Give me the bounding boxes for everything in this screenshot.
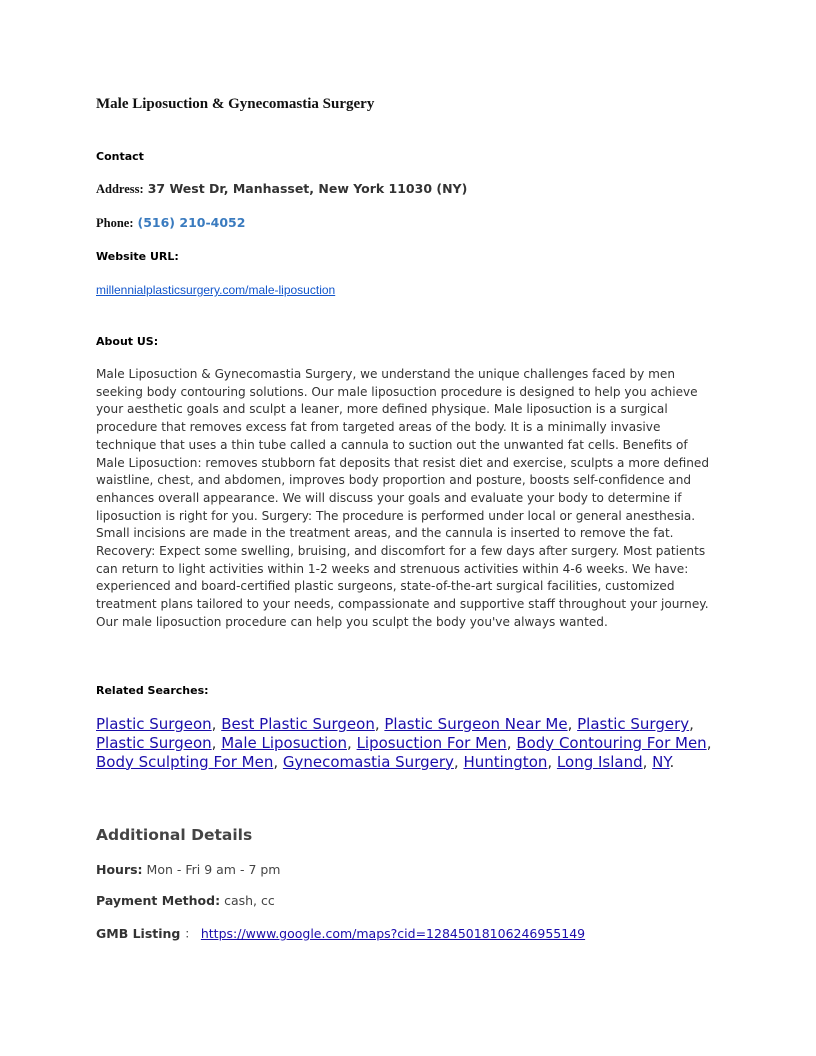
related-link[interactable]: Plastic Surgeon: [96, 733, 212, 752]
additional-details-heading: Additional Details: [96, 826, 253, 844]
page-title: Male Liposuction & Gynecomastia Surgery: [96, 96, 375, 112]
address-row: [96, 180, 467, 198]
payment-label: Payment Method:: [96, 893, 221, 908]
address-label: Address:: [96, 182, 144, 196]
gmb-label: GMB Listing: [96, 926, 181, 941]
related-link[interactable]: Huntington: [463, 752, 548, 771]
website-label: Website URL:: [96, 250, 179, 263]
related-link[interactable]: Gynecomastia Surgery: [282, 752, 454, 771]
hours-value: Mon - Fri 9 am - 7 pm: [146, 862, 281, 877]
contact-heading: Contact: [96, 150, 144, 163]
related-link[interactable]: Liposuction For Men: [356, 733, 507, 752]
about-text: Male Liposuction & Gynecomastia Surgery, we understand the unique challenges faced by men seeking body contouring solutions. Our male liposuction procedure is designed to help you achieve your aesthetic goals and sculpt a leaner, more defined physique. Male liposuction is a surgical procedure that removes excess fat from targeted areas of the body. It is a minimally invasive technique that uses a thin tube called a cannula to suction out the unwanted fat cells. Benefits of Male Liposuction: removes stubborn fat deposits that resist diet and exercise, sculpts a more defined waistline, chest, and abdomen, improves body proportion and posture, boosts self-confidence and enhances overall appearance. We will discuss your goals and evaluate your body to determine if liposuction is right for you. Surgery: The procedure is performed under local or general anesthesia. Small incisions are made in the treatment areas, and the cannula is inserted to remove the fat. Recovery: Expect some swelling, bruising, and discomfort for a few days after surgery. Most patients can return to light activities within 1-2 weeks and strenuous activities within 4-6 weeks. We have: experienced and board-certified plastic surgeons, state-of-the-art surgical facilities, customized treatment plans tailored to your needs, compassionate and supportive staff throughout your journey. Our male liposuction procedure can help you sculpt the body you've always wanted.: [96, 367, 709, 629]
related-link[interactable]: Male Liposuction: [221, 733, 348, 752]
hours-label: Hours:: [96, 862, 143, 877]
related-link[interactable]: Body Contouring For Men: [516, 733, 707, 752]
hours-row: [96, 862, 280, 877]
website-link[interactable]: millennialplasticsurgery.com/male-liposuction: [96, 283, 336, 297]
about-heading: About US:: [96, 335, 159, 348]
related-searches: Plastic Surgeon, Best Plastic Surgeon, Plastic Surgeon Near Me, Plastic Surgery, Plastic Surgeon, Male Liposuction, Liposuction For Men, Body Contouring For Men, Body Sculpting For Men, Gynecomastia Surgery, Huntington, Long Island, NY.: [96, 715, 712, 771]
related-link[interactable]: Plastic Surgeon: [96, 715, 212, 733]
phone-label: Phone:: [96, 216, 134, 230]
gmb-row: [96, 924, 585, 942]
related-link[interactable]: Best Plastic Surgeon: [221, 715, 375, 733]
gmb-separator: ：: [184, 926, 197, 941]
related-link[interactable]: Long Island: [556, 752, 643, 771]
phone-value[interactable]: (516) 210-4052: [137, 215, 246, 230]
payment-row: [96, 893, 275, 908]
related-link[interactable]: Plastic Surgeon Near Me: [384, 715, 568, 733]
related-link[interactable]: NY: [652, 752, 670, 771]
address-value: 37 West Dr, Manhasset, New York 11030 (NY): [147, 181, 468, 196]
phone-row: [96, 214, 245, 232]
related-heading: Related Searches:: [96, 684, 209, 697]
gmb-link[interactable]: https://www.google.com/maps?cid=12845018106246955149: [200, 926, 586, 941]
payment-value: cash, cc: [224, 893, 275, 908]
related-link[interactable]: Body Sculpting For Men: [96, 752, 274, 771]
related-link[interactable]: Plastic Surgery: [577, 715, 690, 733]
